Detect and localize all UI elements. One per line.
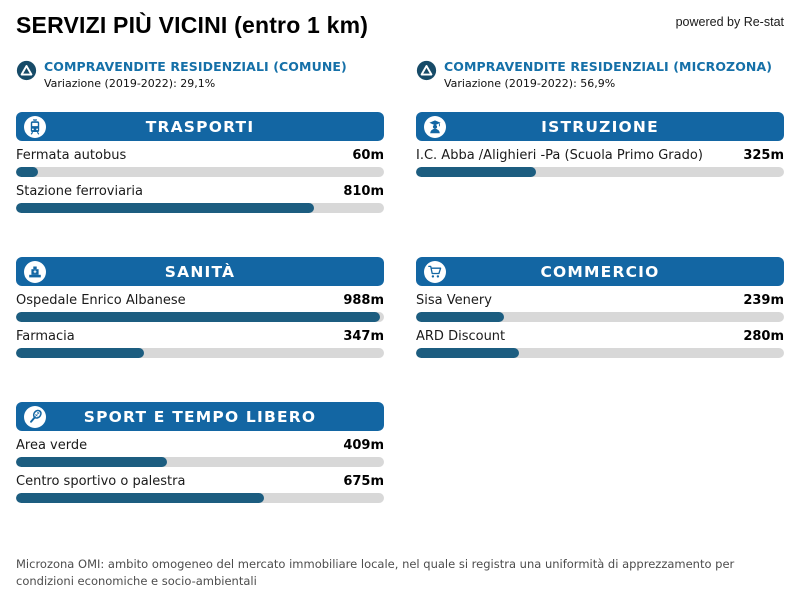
distance-row xyxy=(416,148,784,177)
panel-header xyxy=(16,112,384,141)
distance-row xyxy=(416,329,784,358)
tram-icon xyxy=(23,115,47,139)
panel-header xyxy=(16,257,384,286)
panel-sport xyxy=(16,402,384,503)
panel-title: SANITÀ xyxy=(164,262,236,281)
distance-bar-fill xyxy=(16,203,314,213)
distance-row xyxy=(16,293,384,322)
panel-items xyxy=(16,438,384,503)
panel-trasporti xyxy=(16,112,384,213)
racket-icon xyxy=(23,405,47,429)
stat-label: COMPRAVENDITE RESIDENZIALI (COMUNE) xyxy=(44,59,347,74)
distance-value: 280m xyxy=(743,329,784,344)
footer-note: Microzona OMI: ambito omogeneo del mercato immobiliare locale, nel quale si registra una uniformità di apprezzamento per condizioni economiche e socio-ambientali xyxy=(16,557,735,588)
panel-items xyxy=(416,148,784,177)
distance-bar-fill xyxy=(416,167,536,177)
distance-row xyxy=(16,184,384,213)
cart-icon xyxy=(423,260,447,284)
distance-value: 239m xyxy=(743,293,784,308)
panel-items xyxy=(416,293,784,358)
distance-bar-fill xyxy=(16,493,264,503)
graduate-icon xyxy=(423,115,447,139)
distance-bar-track xyxy=(16,457,384,467)
distance-bar-fill xyxy=(16,457,167,467)
stat-compravendite-comune xyxy=(16,59,384,90)
distance-bar-track xyxy=(416,348,784,358)
distance-row xyxy=(16,148,384,177)
distance-bar-fill xyxy=(16,348,144,358)
panel-istruzione xyxy=(416,112,784,177)
distance-value: 988m xyxy=(343,293,384,308)
panel-header xyxy=(416,257,784,286)
distance-bar-fill xyxy=(416,312,504,322)
panel-title: COMMERCIO xyxy=(540,262,660,281)
panel-sanita xyxy=(16,257,384,358)
distance-value: 325m xyxy=(743,148,784,163)
hospital-icon xyxy=(23,260,47,284)
distance-bar-track xyxy=(16,167,384,177)
distance-value: 60m xyxy=(352,148,384,163)
panel-title: TRASPORTI xyxy=(145,117,255,136)
distance-bar-track xyxy=(16,348,384,358)
distance-value: 347m xyxy=(343,329,384,344)
distance-value: 409m xyxy=(343,438,384,453)
service-label: Fermata autobus xyxy=(16,148,127,163)
delta-badge-icon xyxy=(416,60,437,81)
service-label: Centro sportivo o palestra xyxy=(16,474,186,489)
panel-items xyxy=(16,293,384,358)
stat-variation: Variazione (2019-2022): 29,1% xyxy=(44,77,216,90)
stat-variation: Variazione (2019-2022): 56,9% xyxy=(444,77,616,90)
service-label: Sisa Venery xyxy=(416,293,492,308)
service-label: Ospedale Enrico Albanese xyxy=(16,293,186,308)
distance-bar-fill xyxy=(416,348,519,358)
distance-row xyxy=(16,474,384,503)
panel-title: ISTRUZIONE xyxy=(541,117,659,136)
delta-badge-icon xyxy=(16,60,37,81)
distance-value: 810m xyxy=(343,184,384,199)
distance-bar-track xyxy=(16,312,384,322)
powered-by-label: powered by Re-stat xyxy=(675,15,784,29)
distance-row xyxy=(16,329,384,358)
page-title: SERVIZI PIÙ VICINI (entro 1 km) xyxy=(16,12,369,38)
distance-bar-fill xyxy=(16,312,380,322)
distance-bar-track xyxy=(416,312,784,322)
distance-row xyxy=(16,438,384,467)
stat-label: COMPRAVENDITE RESIDENZIALI (MICROZONA) xyxy=(444,59,773,74)
service-label: Stazione ferroviaria xyxy=(16,184,143,199)
page-header xyxy=(16,12,784,39)
distance-row xyxy=(416,293,784,322)
panels-grid xyxy=(16,112,784,503)
panel-header xyxy=(16,402,384,431)
service-label: ARD Discount xyxy=(416,329,506,344)
panel-header xyxy=(416,112,784,141)
panel-commercio xyxy=(416,257,784,358)
distance-bar-fill xyxy=(16,167,38,177)
panel-title: SPORT E TEMPO LIBERO xyxy=(83,407,317,426)
service-label: I.C. Abba /Alighieri -Pa (Scuola Primo Grado) xyxy=(416,148,703,163)
panel-items xyxy=(16,148,384,213)
distance-bar-track xyxy=(16,493,384,503)
sales-stats-row xyxy=(16,59,784,90)
service-label: Area verde xyxy=(16,438,88,453)
distance-bar-track xyxy=(416,167,784,177)
stat-compravendite-microzona xyxy=(416,59,784,90)
distance-value: 675m xyxy=(343,474,384,489)
service-label: Farmacia xyxy=(16,329,75,344)
distance-bar-track xyxy=(16,203,384,213)
